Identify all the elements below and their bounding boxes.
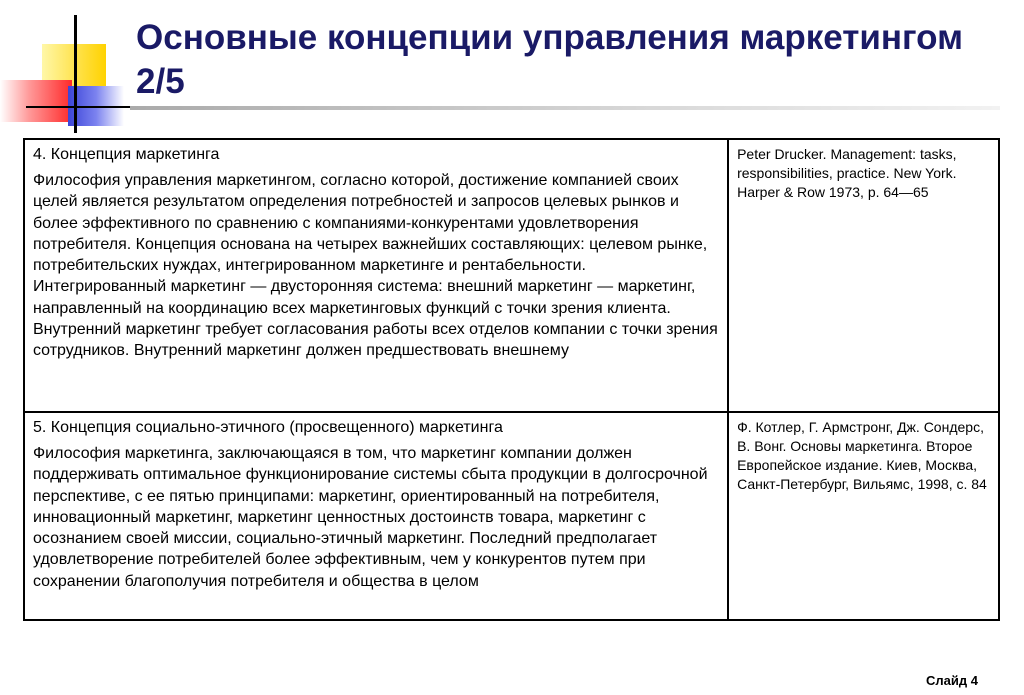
title-underline	[130, 106, 1000, 110]
slide-title: Основные концепции управления маркетингом 2/5	[136, 18, 963, 101]
concept-cell	[24, 139, 728, 412]
concept-heading: 4. Концепция маркетинга	[33, 146, 220, 163]
reference-text: Ф. Котлер, Г. Армстронг, Дж. Сондерс, В. Вонг. Основы маркетинга. Второе Европейское издание. Киев, Москва, Санкт-Петербург, Вильямс, 1998, с. 84	[737, 419, 987, 492]
concept-heading: 5. Концепция социально-этичного (просвещенного) маркетинга	[33, 419, 503, 436]
concept-description: Философия маркетинга, заключающаяся в том, что маркетинг компании должен поддерживать оптимальное функционирование системы сбыта продукции в долгосрочной перспективе, с ее пятью принципами: маркетинг, ориентированный на потребителя, инновационный маркетинг, маркетинг ценностных достоинств товара, маркетинг с осознанием своей миссии, социально-этичный маркетинг. Последний предполагает удовлетворение потребителей более эффективным, чем у конкурентов путем при сохранении благополучия потребителя и общества в целом	[33, 445, 708, 590]
reference-text: Peter Drucker. Management: tasks, responsibilities, practice. New York. Harper & Row 1973, p. 64—65	[737, 146, 957, 200]
logo-horizontal-line	[26, 106, 136, 108]
concept-description: Философия управления маркетингом, согласно которой, достижение компанией своих целей является результатом определения потребностей и запросов целевых рынков и более эффективного по сравнению с компаниями-конкурентами удовлетворения потребителя. Концепция основана на четырех важнейших составляющих: целевом рынке, потребительских нуждах, интегрированном маркетинге и рентабельности. Интегрированный маркетинг — двусторонняя система: внешний маркетинг — маркетинг, направленный на координацию всех маркетинговых функций с точки зрения клиента. Внутренний маркетинг требует согласования работы всех отделов компании с точки зрения сотрудников. Внутренний маркетинг должен предшествовать внешнему	[33, 172, 718, 360]
logo-vertical-line	[74, 15, 77, 133]
table-row	[24, 412, 999, 620]
slide-number: Слайд 4	[926, 673, 978, 688]
logo-red-bar	[0, 80, 72, 122]
concepts-table	[23, 138, 1000, 621]
reference-cell	[728, 139, 999, 412]
reference-cell	[728, 412, 999, 620]
concept-cell	[24, 412, 728, 620]
table-row	[24, 139, 999, 412]
